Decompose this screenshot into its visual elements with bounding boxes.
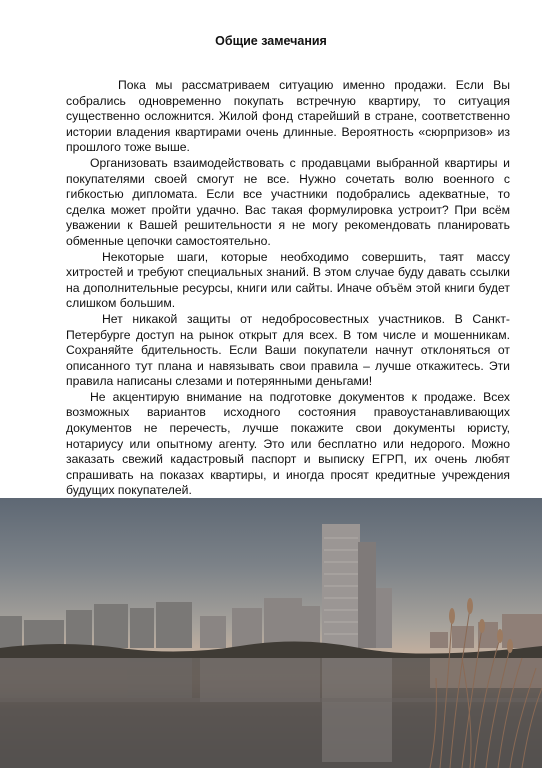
distant-buildings-right	[430, 614, 542, 648]
city-lake-photo	[0, 498, 542, 768]
paragraph-4: Нет никакой защиты от недобросовестных участников. В Санкт-Петербурге доступ на рынок открыт для всех. В том числе и мошенникам. Сохраняйте бдительность. Если Ваши покупатели начнут отклоняться от описанного тут плана и навязывать свои правила – лучше откажитесь. Эти правила написаны слезами и потерянными деньгами!	[66, 311, 510, 389]
skyline-illustration	[0, 498, 542, 768]
paragraph-3: Некоторые шаги, которые необходимо совершить, таят массу хитростей и требуют специальных знаний. В этом случае буду давать ссылки на дополнительные ресурсы, книги или сайты. Иначе объём этой книги будет слишком большим.	[66, 249, 510, 311]
mid-buildings	[200, 598, 320, 648]
page-title: Общие замечания	[215, 34, 327, 48]
paragraph-1: Пока мы рассматриваем ситуацию именно продажи. Если Вы собрались одновременно покупать встречную квартиру, то ситуация существенно осложнится. Жилой фонд старейший в стране, соответственно истории владения квартирами очень длинные. Вероятность «сюрпризов» из прошлого тоже выше.	[66, 78, 510, 155]
document-body	[66, 78, 510, 502]
paragraph-5: Не акцентирую внимание на подготовке документов к продаже. Всех возможных вариантов исходного состояния правоустанавливающих документов не перечесть, лучше покажите свои документы юристу, нотариусу или опытному агенту. Это или бесплатно или недорого. Можно заказать свежий кадастровый паспорт и выписку ЕГРП, их очень любят спрашивать на показах квартиры, и иногда просят кредитные учреждения будущих покупателей.	[66, 389, 510, 498]
distant-buildings-left	[0, 602, 192, 648]
paragraph-2: Организовать взаимодействовать с продавцами выбранной квартиры и покупателями своей смогут не все. Нужно сочетать волю военного с гибкостью дипломата. Если все участники подобрались адекватные, то сделка может пройти удачно. Вас такая формулировка устроит? При всём уважении к Вашей решительности я не могу рекомендовать планировать обменные цепочки самостоятельно.	[66, 155, 510, 248]
